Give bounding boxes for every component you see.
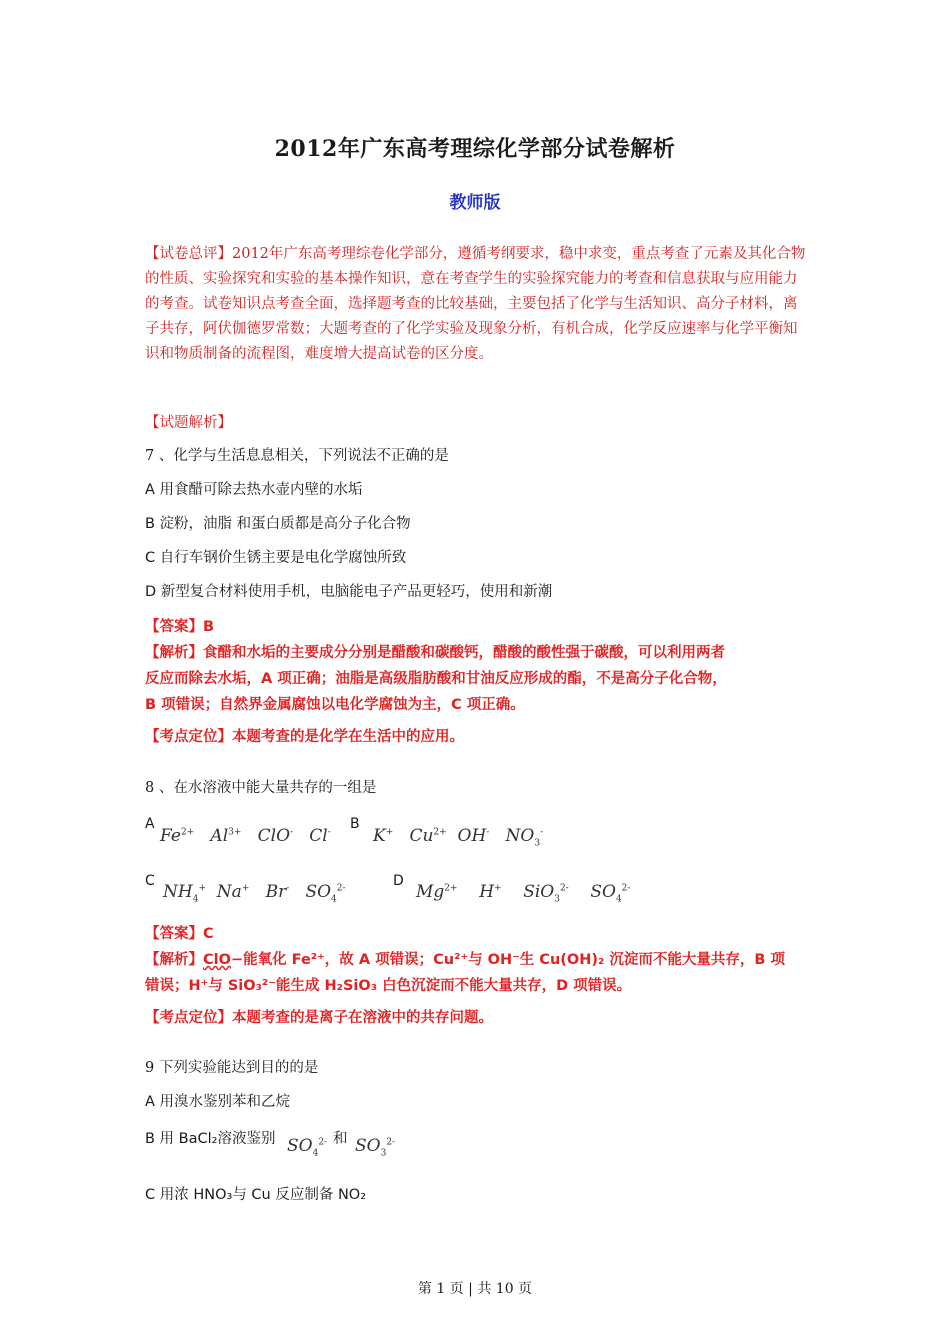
- document-subtitle: 教师版: [449, 193, 501, 213]
- q7-answer-block: [145, 614, 820, 750]
- q8-option-b-label: B: [350, 816, 360, 832]
- q8-analysis-line-2: 错误；H⁺与 SiO₃²⁻能生成 H₂SiO₃ 白色沉淀而不能大量共存，D 项错误。: [145, 978, 632, 994]
- q8-option-c-ions: $NH_4^+$ Na+ Br- $SO_4^{2-}$: [163, 882, 346, 905]
- q9-option-b-sulfate: $SO_4^{2-}$: [287, 1136, 328, 1159]
- q8-analysis-prefix: 【解析】: [145, 952, 203, 968]
- q7-answer: 【答案】B: [145, 619, 215, 635]
- q8-option-a-label: A: [145, 816, 155, 832]
- q8-option-d-ions: $Mg^{2+}$ H+ SiO$_3^{2-}$ $SO_4^{2-}$: [416, 882, 631, 905]
- q7-analysis-line-2: 反应而除去水垢，A 项正确；油脂是高级脂肪酸和甘油反应形成的酯，不是高分子化合物，: [145, 671, 727, 687]
- q8-option-a-ions: $Fe^{2+}$ $Al^{3+}$ ClO- Cl-: [160, 826, 331, 846]
- q9-option-b-and: 和: [333, 1131, 348, 1147]
- q8-answer: 【答案】C: [145, 926, 214, 942]
- q7-analysis-line-1: 【解析】食醋和水垢的主要成分分别是醋酸和碳酸钙，醋酸的酸性强于碳酸，可以利用两者: [145, 645, 725, 661]
- q7-option-b: B 淀粉，油脂 和蛋白质都是高分子化合物: [145, 516, 411, 532]
- q7-analysis-line-3: B 项错误；自然界金属腐蚀以电化学腐蚀为主，C 项正确。: [145, 697, 525, 713]
- q9-option-a: A 用溴水鉴别苯和乙烷: [145, 1094, 291, 1110]
- q8-answer-block: [145, 921, 820, 1031]
- section-heading: 【试题解析】: [145, 415, 232, 431]
- q8-point: 【考点定位】本题考查的是离子在溶液中的共存问题。: [145, 1010, 493, 1026]
- document-title: 2012年广东高考理综化学部分试卷解析: [274, 136, 676, 162]
- q8-analysis-rest: −能氧化 Fe²⁺，故 A 项错误；Cu²⁺与 OH⁻生 Cu(OH)₂ 沉淀而不能大量共存，B 项: [230, 952, 785, 968]
- q8-option-c-label: C: [145, 873, 155, 889]
- q8-option-b-ions: K+ $Cu^{2+}$ OH- $NO_3^-$: [373, 826, 544, 849]
- q8-option-d-label: D: [393, 873, 404, 889]
- q9-option-b-prefix: B 用 BaCl₂溶液鉴别: [145, 1131, 276, 1147]
- q9-option-b-sulfite: $SO_3^{2-}$: [355, 1136, 396, 1159]
- q7-option-c: C 自行车钢价生锈主要是电化学腐蚀所致: [145, 550, 407, 566]
- q7-point: 【考点定位】本题考查的是化学在生活中的应用。: [145, 729, 464, 745]
- q7-stem: 7 、化学与生活息息相关，下列说法不正确的是: [145, 448, 449, 464]
- q7-option-a: A 用食醋可除去热水壶内壁的水垢: [145, 482, 363, 498]
- page-footer: 第 1 页 | 共 10 页: [417, 1281, 533, 1297]
- q9-stem: 9 下列实验能达到目的的是: [145, 1060, 319, 1076]
- q8-stem: 8 、在水溶液中能大量共存的一组是: [145, 780, 377, 796]
- q9-option-c: C 用浓 HNO₃与 Cu 反应制备 NO₂: [145, 1187, 367, 1203]
- q8-analysis-clo: ClO: [203, 952, 231, 968]
- q7-option-d: D 新型复合材料使用手机，电脑能电子产品更轻巧，使用和新潮: [145, 584, 553, 600]
- exam-overview: 【试卷总评】2012年广东高考理综卷化学部分，遵循考纲要求，稳中求变，重点考查了元素及其化合物的性质、实验探究和实验的基本操作知识，意在考查学生的实验探究能力的考查和信息获取与应用能力的考查。试卷知识点考查全面，选择题考查的比较基础，主要包括了化学与生活知识、高分子材料，离子共存，阿伏伽德罗常数；大题考查的了化学实验及现象分析，有机合成，化学反应速率与化学平衡知识和物质制备的流程图，难度增大提高试卷的区分度。: [145, 246, 806, 362]
- q8-analysis-line-1: [145, 947, 820, 973]
